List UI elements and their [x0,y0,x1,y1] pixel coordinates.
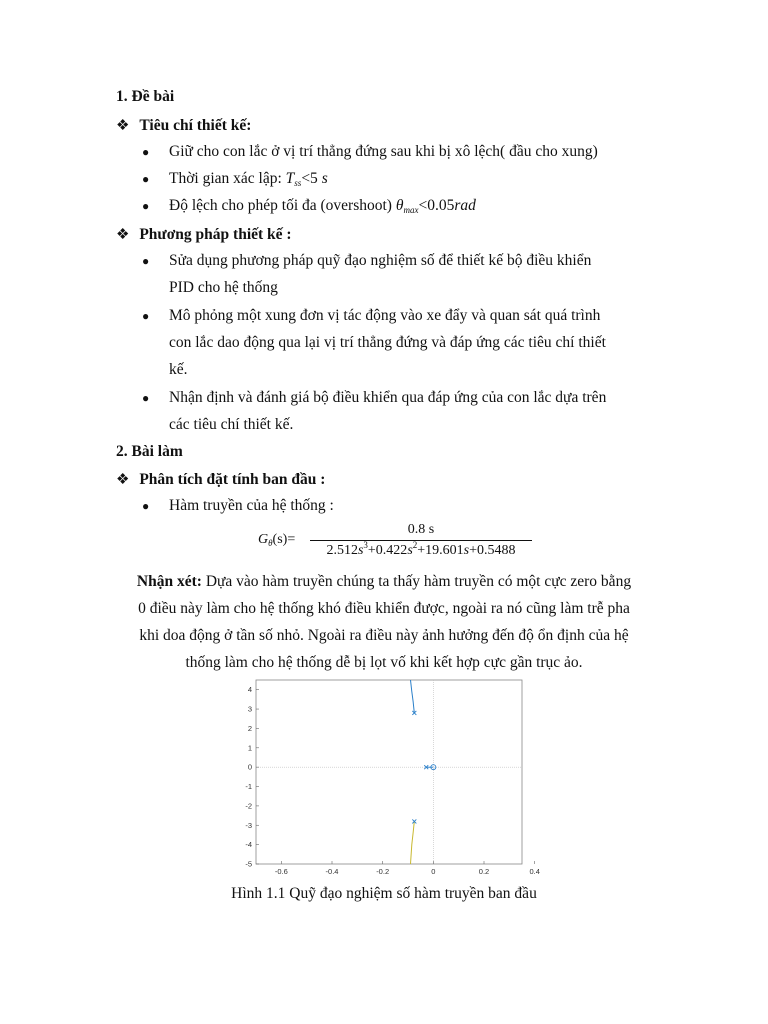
y-tick-label: -1 [245,782,252,792]
root-locus-plot [236,676,540,880]
method-item-2 [142,307,606,378]
criteria-text-3: Độ lệch cho phép tối đa (overshoot) θmax<0.05rad [169,197,476,215]
analysis-heading-row [116,470,325,489]
diamond-bullet-icon: ❖ [116,472,130,488]
remark-line-3: khi doa động ở tần số nhỏ. Ngoài ra điều này ảnh hưởng đến độ ổn định của hệ [139,627,629,644]
criteria-text-2: Thời gian xác lập: Tss<5 s [169,170,328,188]
bullet-icon: ● [142,199,150,213]
y-tick-label: 1 [247,743,252,753]
criteria-item-1 [142,143,598,161]
section-1-title: 1. Đề bài [116,88,175,105]
y-tick-label: -5 [245,859,252,869]
y-tick-label: -2 [245,801,252,811]
tf-bullet-item [142,497,334,515]
bullet-icon: ● [142,145,150,159]
remark-line-1: Nhận xét: Dựa vào hàm truyền chúng ta thấy hàm truyền có một cực zero bằng [136,573,632,590]
analysis-heading: Phân tích đặt tính ban đầu : [139,471,326,488]
criteria-item-3 [142,197,476,215]
y-tick-label: 4 [247,685,252,695]
method-item-1 [142,252,592,296]
bullet-icon: ● [142,499,150,513]
criteria-heading-row [116,116,251,135]
method-heading: Phương pháp thiết kế : [139,226,292,243]
x-tick-label: -0.6 [274,867,288,876]
section-2-title: 2. Bài làm [116,443,183,460]
x-tick-label: 0 [431,867,436,876]
x-tick-label: 0.2 [478,867,490,876]
method-2-line-2: con lắc dao động qua lại vị trí thẳng đứng và đáp ứng các tiêu chí thiết [169,334,606,351]
bullet-icon: ● [142,391,150,405]
y-tick-label: 3 [247,704,252,714]
remark-line-4: thống làm cho hệ thống dễ bị lọt vố khi kết hợp cực gần trục ảo. [185,654,583,671]
bullet-icon: ● [142,172,150,186]
criteria-item-2 [142,170,328,188]
tf-bullet-text: Hàm truyền của hệ thống : [169,497,334,514]
y-tick-label: -3 [245,820,252,830]
method-1-line-2: PID cho hệ thống [169,279,278,296]
locus-branch-1 [411,680,415,713]
locus-branch-2 [411,821,415,864]
diamond-bullet-icon: ❖ [116,118,130,134]
criteria-heading: Tiêu chí thiết kế: [139,117,252,134]
method-heading-row [116,225,292,244]
method-3-line-2: các tiêu chí thiết kế. [169,416,294,433]
bullet-icon: ● [142,254,150,268]
y-tick-label: 2 [247,723,252,733]
x-tick-label: -0.2 [376,867,390,876]
tf-lhs: $G_\theta(s)=$ [258,532,296,548]
method-1-line-1: Sửa dụng phương pháp quỹ đạo nghiệm số để thiết kế bộ điều khiển [169,252,592,269]
y-tick-label: 0 [247,762,252,772]
method-item-3 [142,389,607,433]
method-3-line-1: Nhận định và đánh giá bộ điều khiển qua đáp ứng của con lắc dựa trên [169,389,607,406]
tf-numerator: 0.8 s [407,522,435,537]
bullet-icon: ● [142,309,150,323]
figure-caption: Hình 1.1 Quỹ đạo nghiệm số hàm truyền ban đầu [231,885,537,902]
root-locus-svg [236,676,540,880]
method-2-line-1: Mô phỏng một xung đơn vị tác động vào xe đẩy và quan sát quá trình [169,307,601,324]
criteria-text-1: Giữ cho con lắc ở vị trí thẳng đứng sau khi bị xô lệch( đầu cho xung) [169,143,598,160]
tf-denominator: $2.512s^3+0.422s^2+19.601s+0.5488$ [326,540,516,558]
x-tick-label: 0.4 [529,867,540,876]
y-tick-label: -4 [245,840,252,850]
x-tick-label: -0.4 [325,867,339,876]
remark-line-2: 0 điều này làm cho hệ thống khó điều khiển được, ngoài ra nó cũng làm trễ pha [138,600,630,617]
tf-fraction-bar [310,540,532,541]
method-2-line-3: kế. [169,361,188,378]
plot-frame [256,680,522,864]
diamond-bullet-icon: ❖ [116,227,130,243]
